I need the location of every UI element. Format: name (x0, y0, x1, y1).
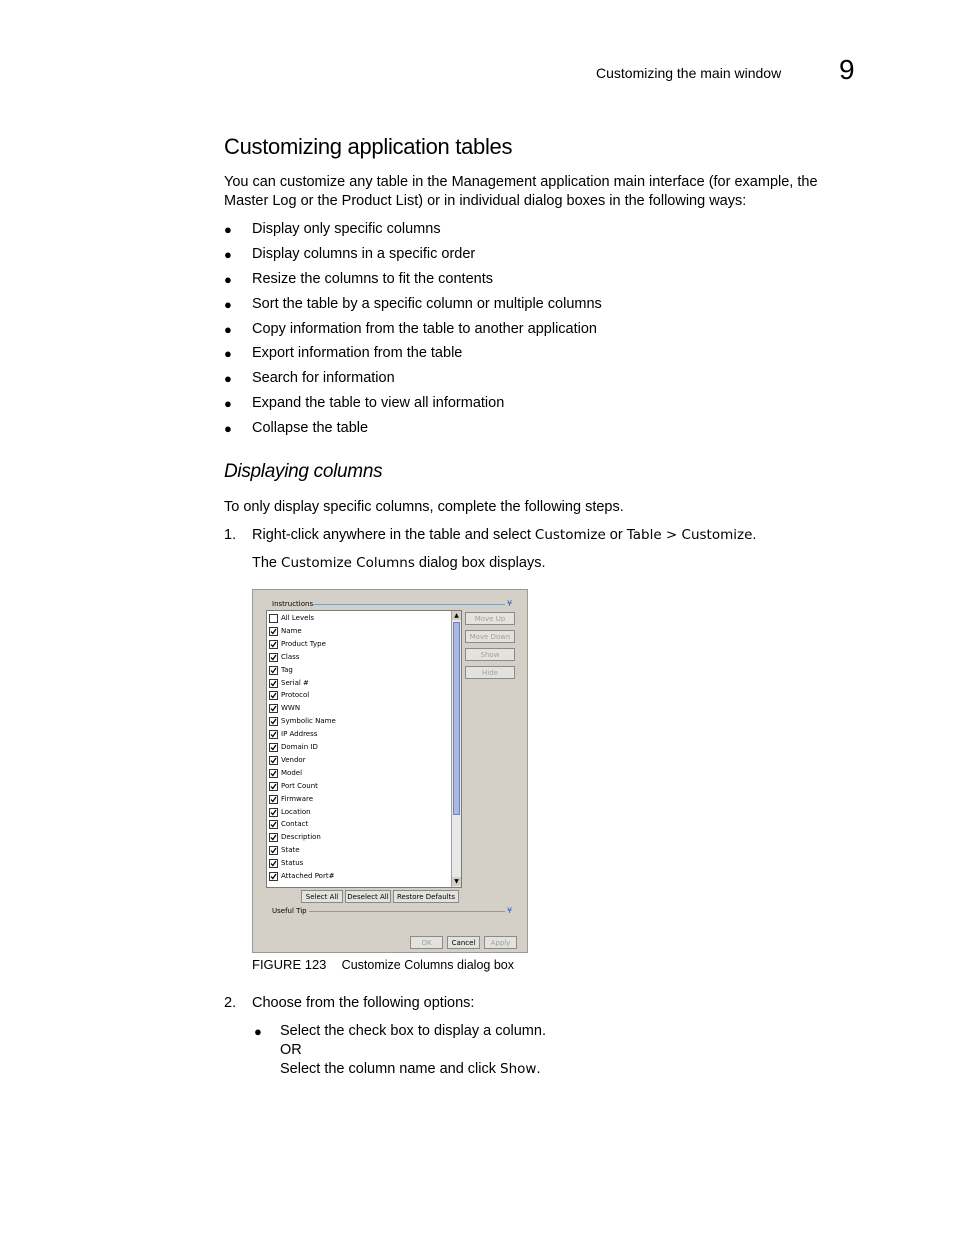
list-item: ● Display columns in a specific order (224, 245, 476, 262)
useful-tip-divider (309, 911, 505, 912)
chapter-number: 9 (839, 54, 855, 85)
select-all-button[interactable]: Select All (301, 890, 343, 903)
column-option-label: IP Address (281, 730, 318, 739)
checkbox-checked[interactable] (269, 795, 278, 804)
checkbox-checked[interactable] (269, 717, 278, 726)
option-line-3: Select the column name and click Show. (280, 1061, 541, 1077)
section-intro-line-2: Master Log or the Product List) or in individual dialog boxes in the following ways: (224, 193, 747, 209)
checkbox-checked[interactable] (269, 782, 278, 791)
column-option-label: WWN (281, 704, 301, 713)
checkbox-checked[interactable] (269, 756, 278, 765)
column-option-label: Port Count (281, 781, 318, 790)
figure-caption (252, 957, 514, 972)
customize-columns-dialog (252, 589, 528, 953)
checkbox-checked[interactable] (269, 627, 278, 636)
running-header-title: Customizing the main window (596, 65, 782, 81)
list-item: ● Copy information from the table to another application (224, 320, 597, 337)
checkbox-checked[interactable] (269, 730, 278, 739)
column-option-label: Location (281, 807, 311, 816)
step-1-text: Right-click anywhere in the table and select Customize or Table > Customize. (252, 527, 757, 543)
ui-term-show: Show (500, 1061, 537, 1077)
columns-listbox[interactable] (266, 610, 462, 888)
list-item: ● Sort the table by a specific column or multiple columns (224, 295, 602, 312)
chevron-down-icon[interactable]: ¥ (507, 906, 513, 915)
step-2-text: Choose from the following options: (252, 995, 475, 1011)
column-option-label: Model (281, 768, 303, 777)
column-option-label: Description (281, 833, 321, 842)
checkbox-checked[interactable] (269, 653, 278, 662)
section-title: Customizing application tables (224, 134, 513, 159)
step-1-result: The Customize Columns dialog box displays. (252, 555, 546, 571)
column-option-label: Contact (281, 820, 309, 829)
option-text (280, 1022, 546, 1079)
section-intro (224, 173, 864, 211)
checkbox-checked[interactable] (269, 859, 278, 868)
list-item: ● Search for information (224, 370, 395, 387)
column-option-label: Serial # (281, 678, 309, 687)
scroll-up-arrow-icon[interactable]: ▲ (452, 611, 461, 620)
checkbox-checked[interactable] (269, 666, 278, 675)
column-option-label: Product Type (281, 639, 326, 648)
checkbox-unchecked[interactable] (269, 614, 278, 623)
apply-button[interactable]: Apply (484, 936, 517, 949)
list-item: ● Resize the columns to fit the contents (224, 270, 493, 287)
column-option-label: Status (281, 859, 304, 868)
checkbox-checked[interactable] (269, 872, 278, 881)
column-option-label: All Levels (281, 614, 315, 622)
list-item: ● Collapse the table (224, 420, 369, 437)
instructions-divider (313, 604, 505, 605)
checkbox-checked[interactable] (269, 846, 278, 855)
bullet-icon: ● (254, 1024, 262, 1039)
ui-term-customize: Customize (534, 527, 606, 543)
useful-tip-label: Useful Tip (272, 907, 307, 915)
list-item: ● Expand the table to view all information (224, 395, 505, 412)
column-option-label: Vendor (281, 755, 306, 764)
checkbox-checked[interactable] (269, 820, 278, 829)
step-1-number: 1. (224, 527, 237, 543)
checkbox-checked[interactable] (269, 679, 278, 688)
scroll-thumb[interactable] (453, 622, 460, 815)
hide-button[interactable]: Hide (465, 666, 515, 679)
figure-label: FIGURE 123 (252, 957, 327, 972)
checkbox-checked[interactable] (269, 743, 278, 752)
restore-defaults-button[interactable]: Restore Defaults (393, 890, 459, 903)
column-option-label: State (281, 846, 300, 855)
column-option-label: Firmware (281, 794, 314, 803)
column-option-label: Tag (281, 665, 293, 674)
show-button[interactable]: Show (465, 648, 515, 661)
feature-list (224, 221, 844, 445)
cancel-button[interactable]: Cancel (447, 936, 480, 949)
checkbox-checked[interactable] (269, 704, 278, 713)
option-line-1: Select the check box to display a column. (280, 1023, 546, 1039)
column-option-label: Protocol (281, 691, 310, 700)
section-intro-line-1: You can customize any table in the Management application main interface (for example, the (224, 174, 818, 190)
ok-button[interactable]: OK (410, 936, 443, 949)
ui-term-table-customize: Table > Customize (626, 527, 753, 543)
option-line-2: OR (280, 1042, 302, 1058)
step-2-number: 2. (224, 995, 237, 1011)
chevron-down-icon[interactable]: ¥ (507, 599, 513, 608)
list-item: ● Export information from the table (224, 345, 463, 362)
instructions-label: Instructions (272, 600, 314, 608)
checkbox-checked[interactable] (269, 808, 278, 817)
list-scrollbar[interactable] (451, 611, 461, 887)
subsection-title: Displaying columns (224, 461, 383, 482)
column-option-label: Domain ID (281, 743, 318, 751)
column-option-label: Symbolic Name (281, 717, 336, 726)
list-item: ● Display only specific columns (224, 221, 441, 237)
checkbox-checked[interactable] (269, 769, 278, 778)
column-option-label: Attached Port# (281, 872, 335, 880)
move-up-button[interactable]: Move Up (465, 612, 515, 625)
checkbox-checked[interactable] (269, 691, 278, 700)
figure-title: Customize Columns dialog box (341, 958, 514, 972)
column-option-label: Name (281, 626, 302, 635)
column-option-label: Class (281, 652, 300, 661)
ui-term-customize-columns: Customize Columns (281, 555, 415, 571)
scroll-down-arrow-icon[interactable]: ▼ (452, 877, 461, 886)
checkbox-checked[interactable] (269, 640, 278, 649)
checkbox-checked[interactable] (269, 833, 278, 842)
move-down-button[interactable]: Move Down (465, 630, 515, 643)
deselect-all-button[interactable]: Deselect All (345, 890, 391, 903)
subsection-intro: To only display specific columns, complete the following steps. (224, 499, 624, 515)
